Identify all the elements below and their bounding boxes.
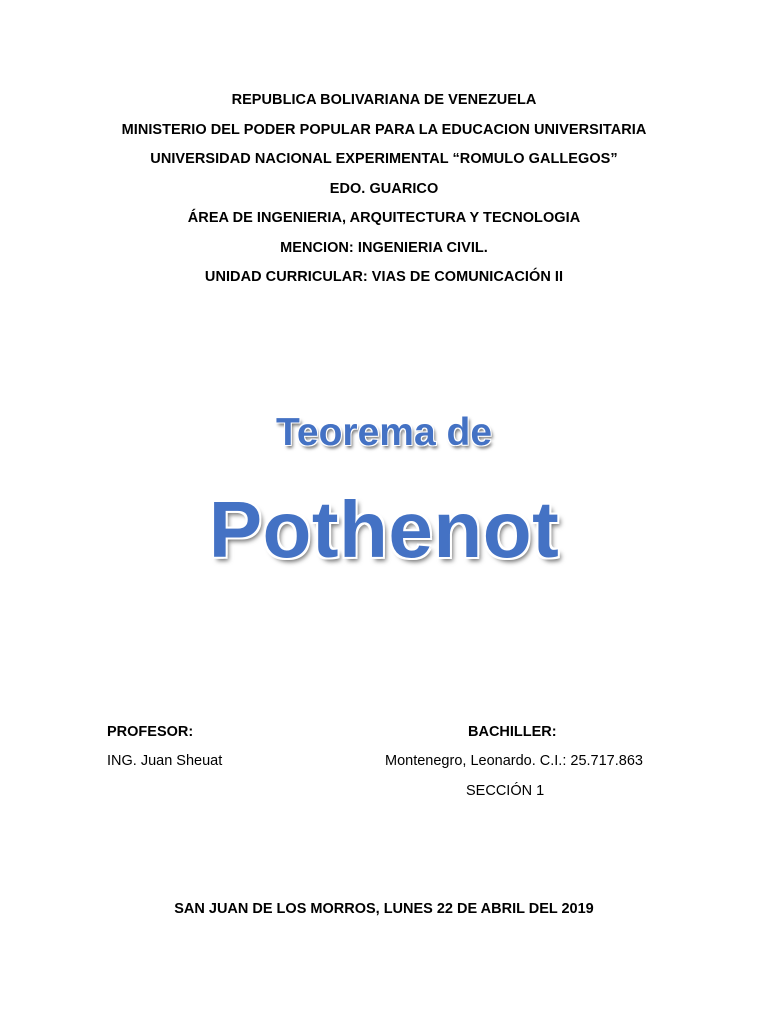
seccion-label: SECCIÓN 1	[466, 783, 545, 799]
bachiller-label: BACHILLER:	[468, 724, 557, 740]
document-title-line1	[0, 408, 768, 458]
title-line1-text: Teorema de	[275, 411, 493, 454]
profesor-label: PROFESOR:	[107, 724, 194, 740]
institution-header	[0, 90, 768, 297]
profesor-name: ING. Juan Sheuat	[107, 753, 223, 769]
header-line-country: REPUBLICA BOLIVARIANA DE VENEZUELA	[231, 92, 537, 108]
header-line-area: ÁREA DE INGENIERIA, ARQUITECTURA Y TECNOLOGIA	[187, 210, 581, 226]
header-line-state: EDO. GUARICO	[329, 180, 439, 197]
header-line-mention: MENCION: INGENIERIA CIVIL.	[280, 239, 488, 256]
bachiller-name: Montenegro, Leonardo. C.I.: 25.717.863	[385, 753, 643, 769]
place-date-footer: SAN JUAN DE LOS MORROS, LUNES 22 DE ABRIL DEL 2019	[174, 901, 594, 917]
header-line-ministry: MINISTERIO DEL PODER POPULAR PARA LA EDUCACION UNIVERSITARIA	[121, 121, 647, 138]
header-line-course: UNIDAD CURRICULAR: VIAS DE COMUNICACIÓN II	[204, 269, 564, 285]
header-line-university: UNIVERSIDAD NACIONAL EXPERIMENTAL “ROMULO GALLEGOS”	[150, 151, 618, 167]
document-title-line2	[0, 480, 768, 580]
title-line2-text: Pothenot	[208, 485, 560, 574]
